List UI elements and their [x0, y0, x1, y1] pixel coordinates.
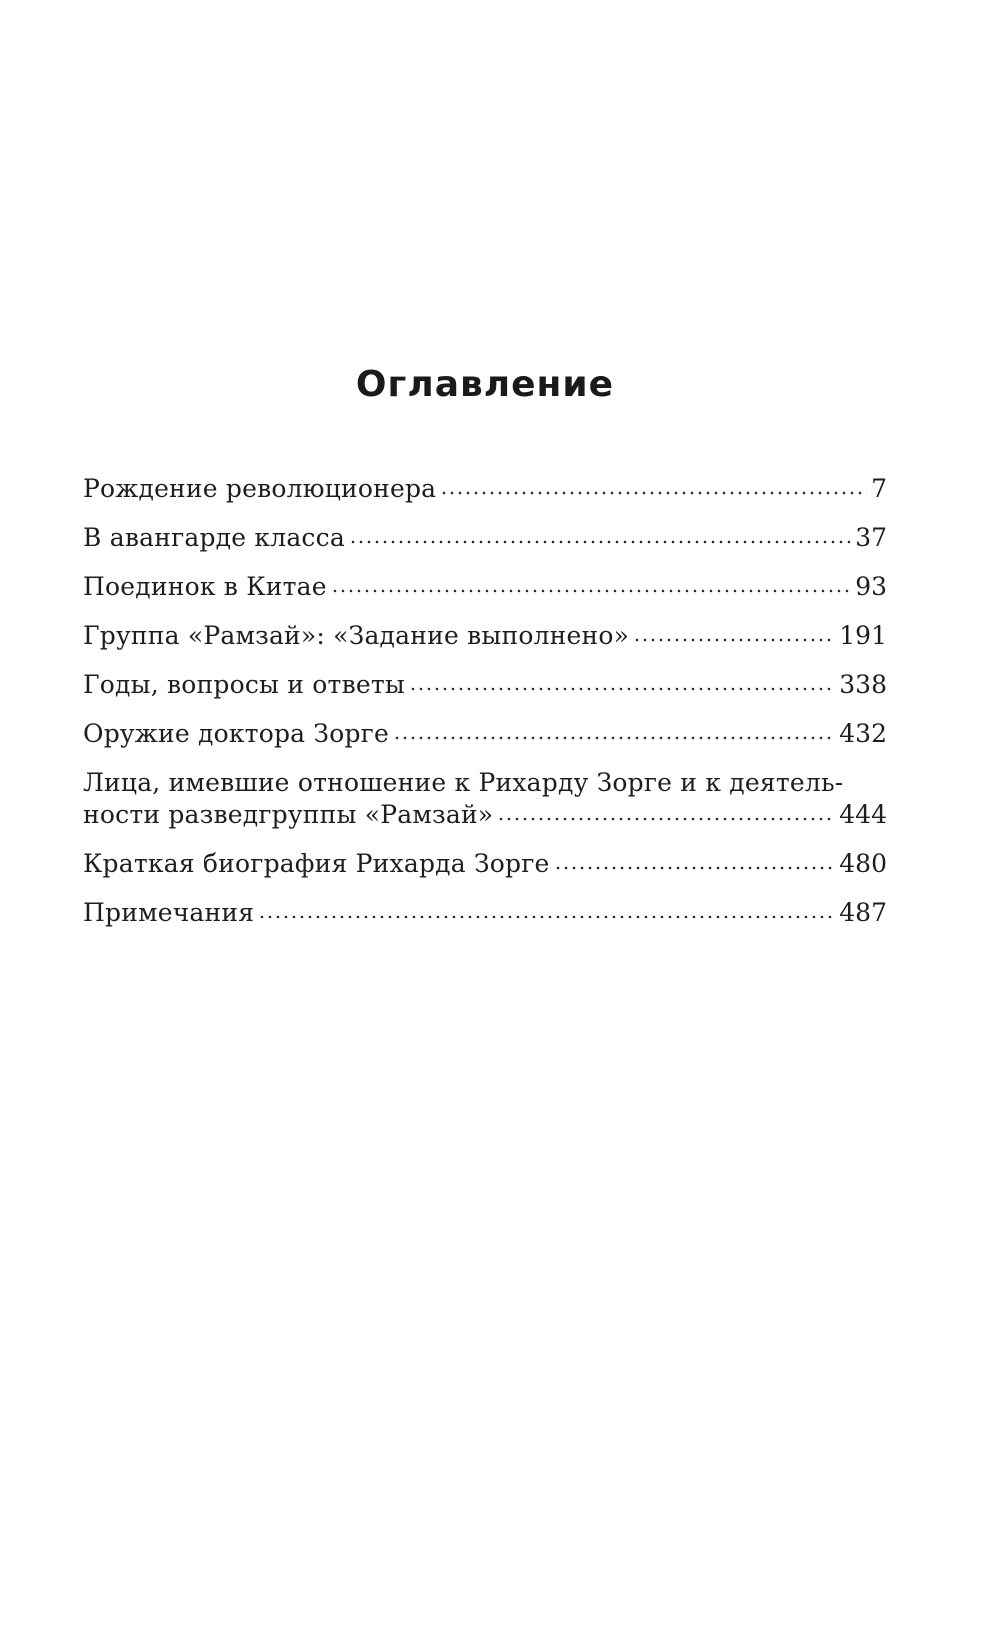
toc-entry-label: Поединок в Китае — [83, 572, 327, 601]
dot-leader — [409, 687, 835, 691]
toc-entry-label: Группа «Рамзай»: «Задание выполнено» — [83, 621, 630, 650]
toc-entry — [83, 849, 887, 898]
toc-entry-line — [83, 768, 887, 800]
toc-entry-label: Краткая биография Рихарда Зорге — [83, 849, 550, 878]
toc-entry-page: 432 — [839, 719, 887, 748]
toc-entry-label: Годы, вопросы и ответы — [83, 670, 405, 699]
page-title: Оглавление — [355, 364, 615, 405]
toc-entry-label: Оружие доктора Зорге — [83, 719, 389, 748]
table-of-contents — [83, 474, 887, 947]
toc-entry — [83, 474, 887, 523]
toc-entry — [83, 670, 887, 719]
dot-leader — [349, 540, 851, 544]
toc-entry-page: 480 — [839, 849, 887, 878]
dot-leader — [258, 915, 835, 919]
dot-leader — [497, 817, 835, 821]
toc-entry — [83, 523, 887, 572]
toc-entry — [83, 768, 887, 832]
toc-entry-page: 338 — [839, 670, 887, 699]
toc-entry-page: 444 — [839, 800, 887, 829]
toc-entry-label: Рождение революционера — [83, 474, 437, 503]
toc-entry — [83, 898, 887, 947]
toc-entry-line — [83, 800, 887, 832]
toc-entry-page: 93 — [855, 572, 887, 601]
dot-leader — [633, 638, 835, 642]
dot-leader — [331, 589, 851, 593]
toc-entry-label-line2: ности разведгруппы «Рамзай» — [83, 800, 494, 829]
toc-entry-page: 487 — [839, 898, 887, 927]
dot-leader — [393, 736, 835, 740]
toc-entry-page: 37 — [855, 523, 887, 552]
toc-entry-page: 7 — [871, 474, 887, 503]
dot-leader — [440, 491, 867, 495]
toc-entry-label: Примечания — [83, 898, 255, 927]
toc-entry-page: 191 — [839, 621, 887, 650]
toc-entry — [83, 621, 887, 670]
toc-entry — [83, 719, 887, 768]
toc-entry-label: В авангарде класса — [83, 523, 345, 552]
dot-leader — [554, 866, 836, 870]
toc-entry-label-line1: Лица, имевшие отношение к Рихарду Зорге и к деятель- — [83, 768, 844, 797]
toc-entry — [83, 572, 887, 621]
